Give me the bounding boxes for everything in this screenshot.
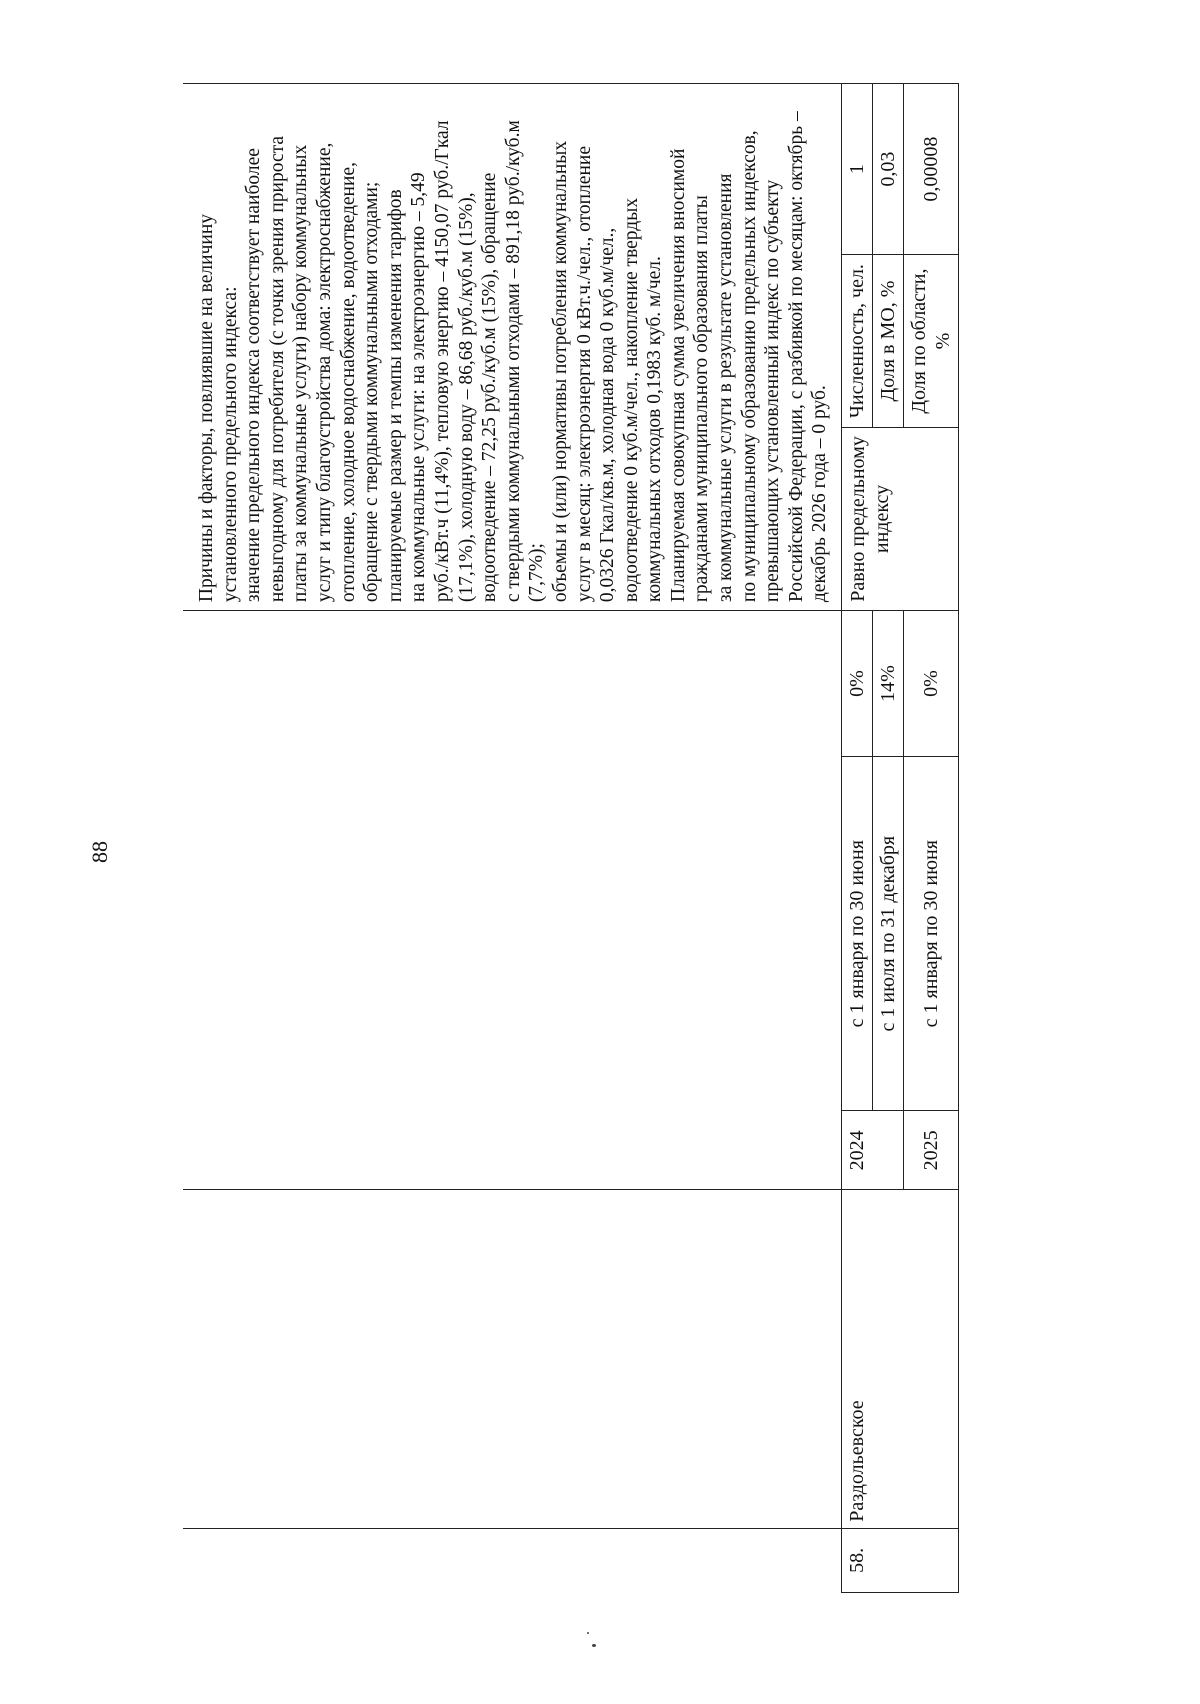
stat-value: 0,00008 — [904, 84, 959, 255]
empty-cell — [183, 1190, 842, 1528]
row-number: 58. — [842, 1528, 959, 1592]
index-cell: 0% — [904, 611, 959, 757]
empty-cell — [183, 1528, 842, 1592]
index-table — [183, 83, 959, 1593]
index-cell: 14% — [873, 611, 904, 757]
stat-label: Доля в МО, % — [873, 255, 904, 428]
table-row — [842, 84, 873, 1593]
year-cell: 2025 — [904, 1111, 959, 1190]
scan-speck — [587, 1632, 589, 1634]
stat-value: 1 — [842, 84, 873, 255]
empty-cell — [183, 611, 842, 1190]
stat-label: Доля по области, % — [904, 255, 959, 428]
period-cell: с 1 января по 30 июня — [904, 756, 959, 1111]
index-cell: 0% — [842, 611, 873, 757]
page-number: 88 — [87, 841, 112, 863]
period-cell: с 1 января по 30 июня — [842, 756, 873, 1111]
year-cell: 2024 — [842, 1111, 904, 1190]
scan-speck — [592, 1644, 596, 1647]
period-cell: с 1 июля по 31 декабря — [873, 756, 904, 1111]
stat-label: Численность, чел. — [842, 255, 873, 428]
rotated-table-wrapper — [183, 83, 1101, 1593]
equal-index-label: Равно предельному индексу — [842, 427, 959, 610]
factors-text: Причины и факторы, повлиявшие на величину установленного предельного индекса: значение предельного индекса соответствует наиболее невыгодному для потребителя (с точки зрения прироста платы за коммунальные услуги) набору коммунальных услуг и типу благоустройства дома: электроснабжение, отопление, холодное водоснабжение, водоотведение, обращение с твердыми коммунальными отходами; планируемые размер и темпы изменения тарифов на коммунальные услуги: на электроэнергию – 5,49 руб./кВт.ч (11,4%), тепловую энергию – 4150,07 руб./Гкал (17,1%), холодную воду – 86,68 руб./куб.м (15%), водоотведение – 72,25 руб./куб.м (15%), обращение с твердыми коммунальными отходами – 891,18 руб./куб.м (7,7%); объемы и (или) нормативы потребления коммунальных услуг в месяц: электроэнергия 0 кВт.ч./чел., отопление 0,0326 Гкал/кв.м, холодная вода 0 куб.м/чел., водоотведение 0 куб.м/чел., накопление твердых коммунальных отходов 0,1983 куб. м/чел. Планируемая совокупная сумма увеличения вносимой гражданами муниципального образования платы за коммунальные услуги в результате установления по муниципальному образованию предельных индексов, превышающих установленный индекс по субъекту Российской Федерации, с разбивкой по месяцам: октябрь – декабрь 2026 года – 0 руб. — [183, 84, 842, 611]
continuation-row — [183, 84, 842, 1593]
municipality-name: Раздольевское — [842, 1190, 959, 1528]
stat-value: 0,03 — [873, 84, 904, 255]
